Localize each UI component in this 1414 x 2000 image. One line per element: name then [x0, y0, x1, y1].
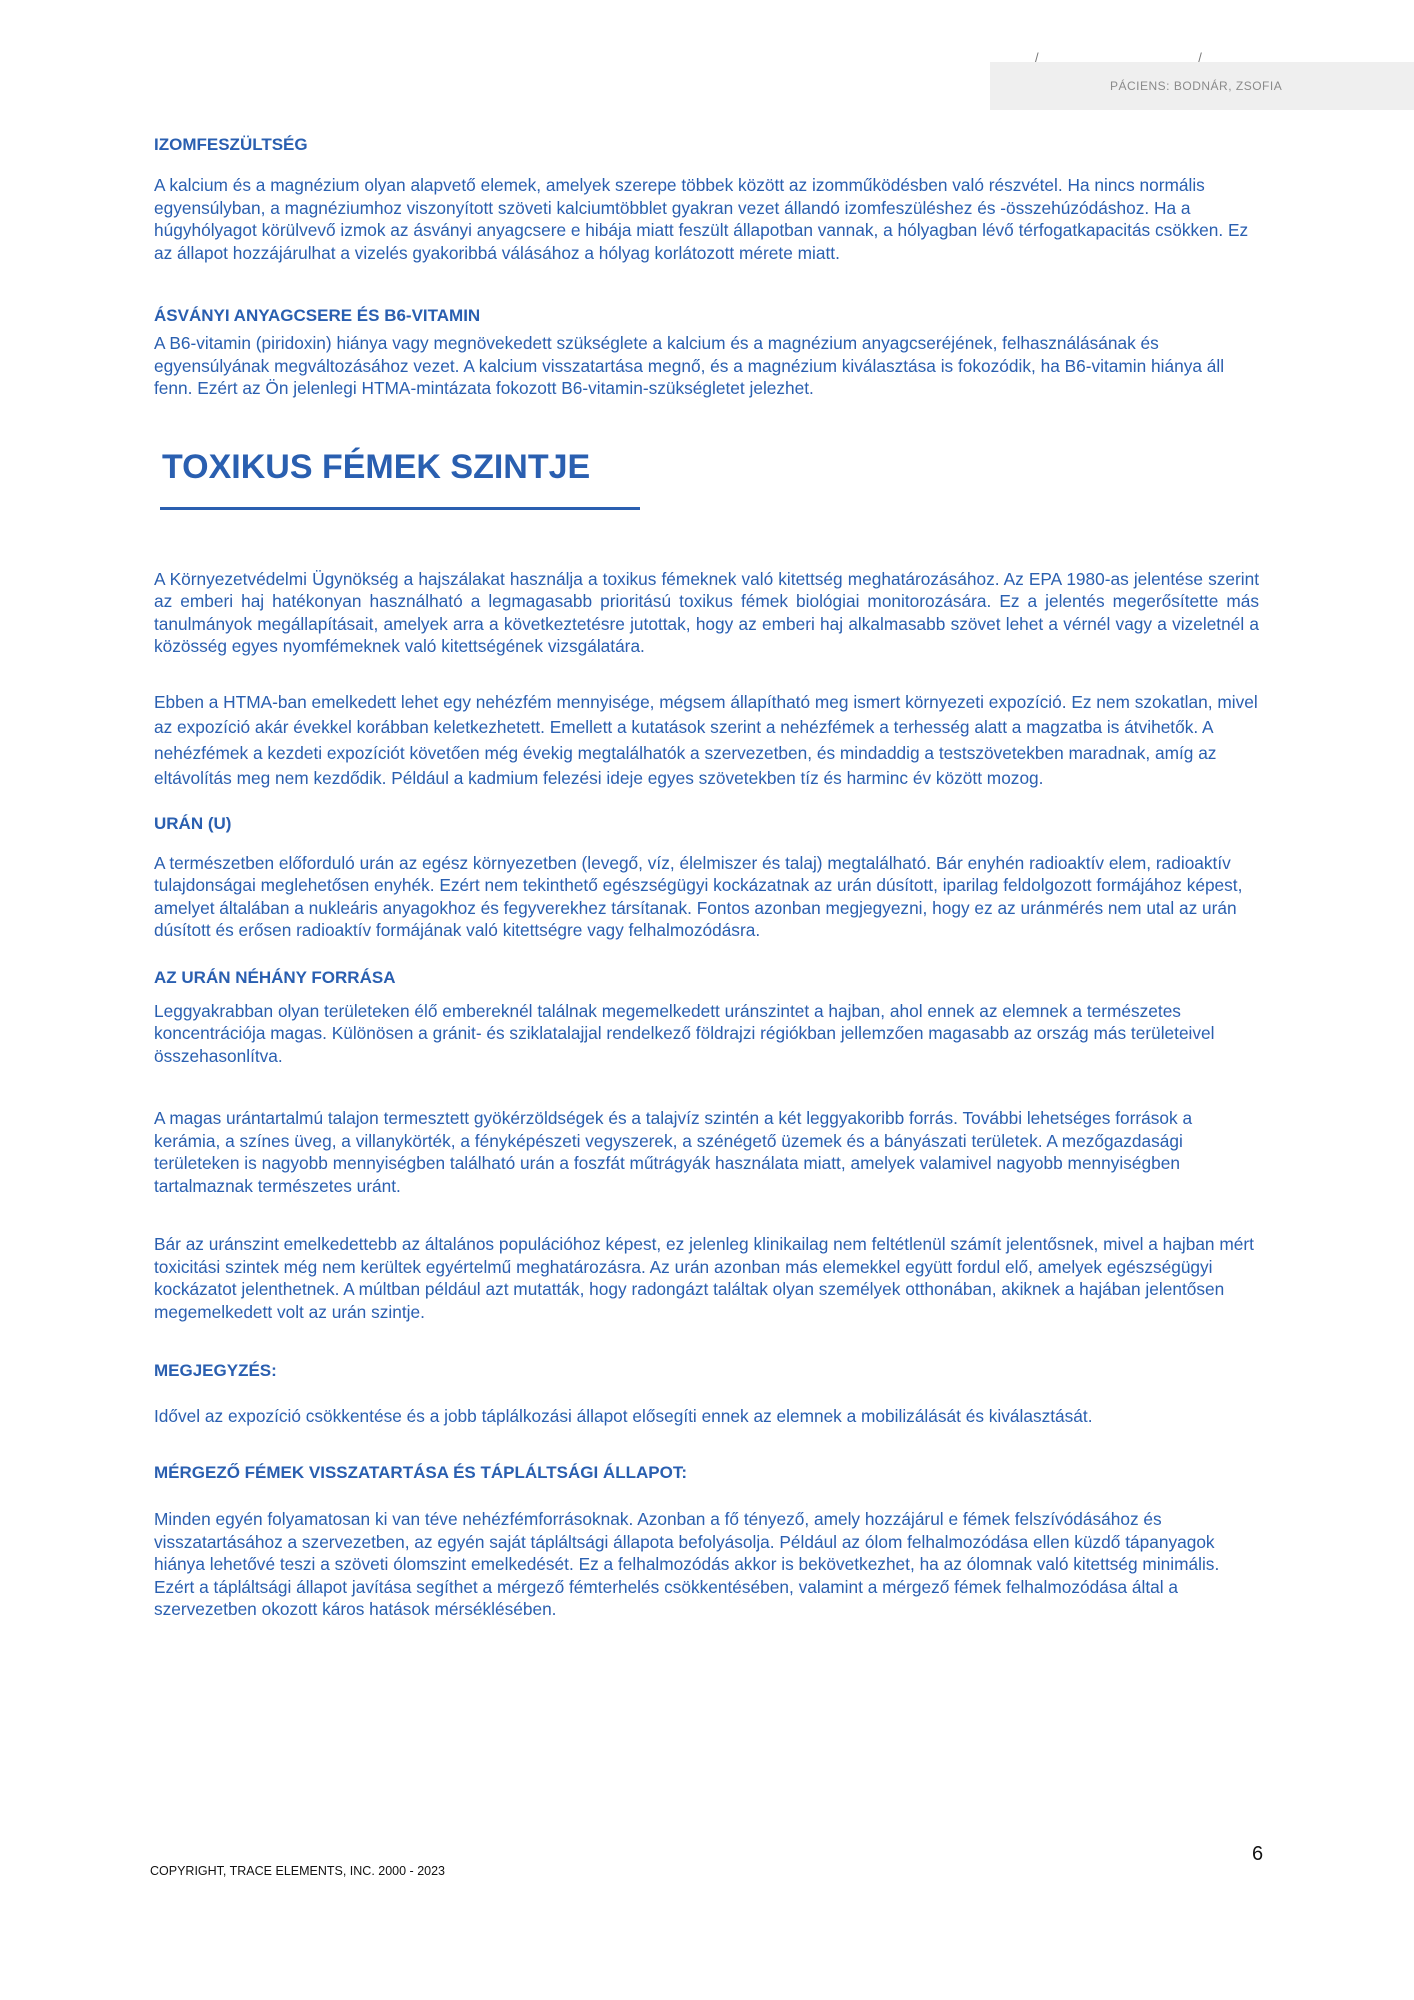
- section-title-b6: ÁSVÁNYI ANYAGCSERE ÉS B6-VITAMIN: [154, 306, 481, 325]
- paragraph-sources-2: A magas urántartalmú talajon termesztett gyökérzöldségek és a talajvíz szintén a két leggyakoribb forrás. További lehetséges források a kerámia, a színes üveg, a villanykörték, a fényképészeti vegyszerek, a szénégető üzemek és a bányászati területek. A mezőgazdasági területeken is nagyobb mennyiségben található urán a foszfát műtrágyák használata miatt, amelyek valamivel nagyobb mennyiségben tartalmaznak természetes uránt.: [154, 1108, 1193, 1196]
- paragraph-toxic-1: A Környezetvédelmi Ügynökség a hajszálakat használja a toxikus fémeknek való kitettség meghatározásához. Az EPA 1980-as jelentése szerint az emberi haj hatékonyan használható a legmagasabb prioritású toxikus fémek biológiai monitorozására. Ez a jelentés megerősítette más tanulmányok megállapításait, amelyek arra a következtetésre jutottak, hogy az emberi haj alkalmasabb szövet lehet a vérnél vagy a vizeletnél a közösség egyes nyomfémeknek való kitettségének vizsgálatára.: [154, 568, 1259, 656]
- header-fragment: / /: [1035, 50, 1280, 65]
- section-title-note: MEGJEGYZÉS:: [154, 1361, 277, 1380]
- patient-name: PÁCIENS: BODNÁR, ZSOFIA: [1110, 79, 1283, 93]
- paragraph-sources-3: Bár az uránszint emelkedettebb az általános populációhoz képest, ez jelenleg klinikailag nem feltétlenül számít jelentősnek, mivel a hajban mért toxicitási szintek még nem kerültek egyértelmű meghatározásra. Az urán azonban más elemekkel együtt fordul elő, amelyek egészségügyi kockázatot jelenthetnek. A múltban például azt mutatták, hogy radongázt találtak olyan személyek otthonában, akiknek a hajában jelentősen megemelkedett volt az urán szintje.: [154, 1234, 1254, 1322]
- section-title-izomfeszultseg: IZOMFESZÜLTSÉG: [154, 135, 308, 154]
- title-underline: [160, 507, 640, 510]
- page-number: 6: [1252, 1843, 1264, 1865]
- paragraph-uran: A természetben előforduló urán az egész környezetben (levegő, víz, élelmiszer és talaj) megtalálható. Bár enyhén radioaktív elem, radioaktív tulajdonságai meglehetősen enyhék. Ezért nem tekinthető egészségügyi kockázatnak az urán dúsított, iparilag feldolgozott formájához képest, amelyet általában a nukleáris anyagokhoz és fegyverekhez társítanak. Fontos azonban megjegyezni, hogy ez az uránmérés nem utal az urán dúsított és erősen radioaktív formájának való kitettségre vagy felhalmozódásra.: [154, 852, 1243, 940]
- paragraph-note: Idővel az expozíció csökkentése és a jobb táplálkozási állapot elősegíti ennek az elemnek a mobilizálását és kiválasztását.: [154, 1406, 1093, 1426]
- paragraph-b6: A B6-vitamin (piridoxin) hiánya vagy megnövekedett szükséglete a kalcium és a magnézium anyagcseréjének, felhasználásának és egyensúlyának megváltozásához vezet. A kalcium visszatartása megnő, és a magnézium kiválasztása is fokozódik, ha B6-vitamin hiánya áll fenn. Ezért az Ön jelenlegi HTMA-mintázata fokozott B6-vitamin-szükségletet jelezhet.: [154, 333, 1225, 398]
- paragraph-sources-1: Leggyakrabban olyan területeken élő embereknél találnak megemelkedett uránszintet a hajban, ahol ennek az elemnek a természetes koncentrációja magas. Különösen a gránit- és sziklatalajjal rendelkező földrajzi régiókban jellemzően magasabb az ország más területeivel összehasonlítva.: [154, 1000, 1215, 1066]
- paragraph-toxic-2: Ebben a HTMA-ban emelkedett lehet egy nehézfém mennyisége, mégsem állapítható meg ismert környezeti expozíció. Ez nem szokatlan, mivel az expozíció akár évekkel korábban keletkezhetett. Emellett a kutatások szerint a nehézfémek a terhesség alatt a magzatba is átvihetők. A nehézfémek a kezdeti expozíciót követően még évekig megtalálhatók a szervezetben, és mindaddig a testszövetekben maradnak, amíg az eltávolítás meg nem kezdődik. Például a kadmium felezési ideje egyes szövetekben tíz és harminc év között mozog.: [154, 691, 1258, 788]
- footer-copyright: COPYRIGHT, TRACE ELEMENTS, INC. 2000 - 2023: [150, 1864, 446, 1878]
- page-content: [154, 135, 1259, 1621]
- section-title-sources: AZ URÁN NÉHÁNY FORRÁSA: [154, 967, 396, 987]
- patient-header: [990, 50, 1414, 110]
- paragraph-retention: Minden egyén folyamatosan ki van téve nehézfémforrásoknak. Azonban a fő tényező, amely hozzájárul e fémek felszívódásához és visszatartásához a szervezetben, az egyén saját tápláltsági állapota befolyásolja. Például az ólom felhalmozódása ellen küzdő tápanyagok hiánya lehetővé teszi a szöveti ólomszint emelkedését. Ez a felhalmozódás akkor is bekövetkezhet, ha az ólomnak való kitettség minimális. Ezért a tápláltsági állapot javítása segíthet a mérgező fémterhelés csökkentésében, valamint a mérgező fémek felhalmozódása által a szervezetben okozott káros hatások mérséklésében.: [154, 1509, 1220, 1619]
- page-title: TOXIKUS FÉMEK SZINTJE: [162, 447, 591, 486]
- paragraph-izomfeszultseg: A kalcium és a magnézium olyan alapvető elemek, amelyek szerepe többek között az izomműködésben való részvétel. Ha nincs normális egyensúlyban, a magnéziumhoz viszonyított szöveti kalciumtöbblet gyakran vezet állandó izomfeszüléshez és -összehúzódáshoz. Ha a húgyhólyagot körülvevő izmok az ásványi anyagcsere e hibája miatt feszült állapotban vannak, a hólyagban lévő térfogatkapacitás csökken. Ez az állapot hozzájárulhat a vizelés gyakoribbá válásához a hólyag korlátozott mérete miatt.: [154, 175, 1249, 263]
- section-title-uran: URÁN (U): [154, 813, 232, 833]
- section-title-retention: MÉRGEZŐ FÉMEK VISSZATARTÁSA ÉS TÁPLÁLTSÁGI ÁLLAPOT:: [154, 1463, 687, 1482]
